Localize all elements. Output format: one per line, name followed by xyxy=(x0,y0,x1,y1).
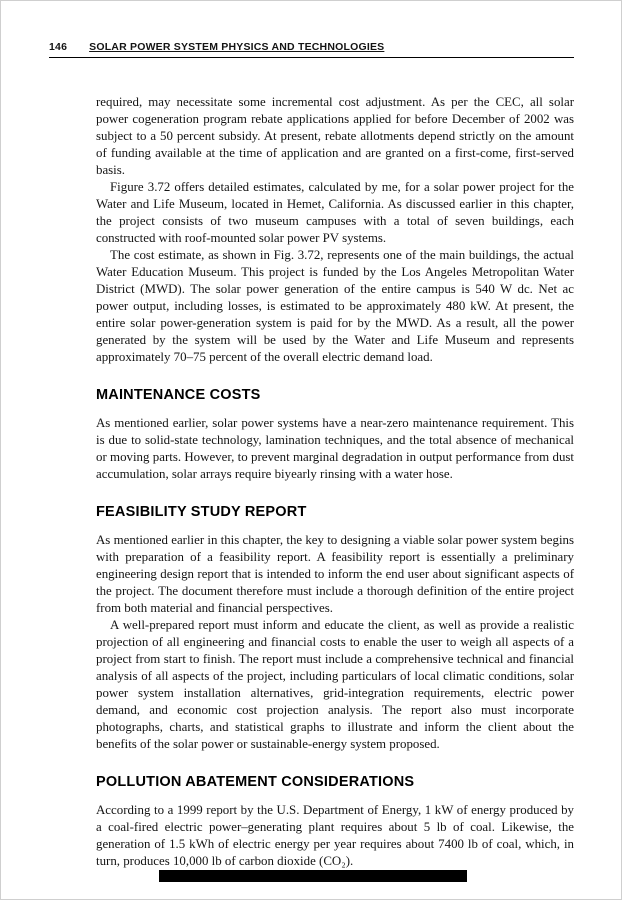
section-heading-maintenance-costs: MAINTENANCE COSTS xyxy=(96,387,261,403)
running-title: SOLAR POWER SYSTEM PHYSICS AND TECHNOLOGIES xyxy=(89,41,385,53)
paragraph-intro-2: Figure 3.72 offers detailed estimates, calculated by me, for a solar power project for the Water and Life Museum, located in Hemet, California. As discussed earlier in this chapter, the project consists of two museum campuses with a total of seven buildings, each constructed with roof-mounted solar power PV systems. xyxy=(96,180,574,245)
page-number: 146 xyxy=(49,41,68,53)
paragraph-feasibility-2: A well-prepared report must inform and educate the client, as well as provide a realistic projection of all engineering and financial costs to enable the user to weigh all aspects of a project from start to finish. The report must include a comprehensive technical and financial analysis of all aspects of the project, including particulars of local climatic conditions, solar power system installation alternatives, grid-integration requirements, electric power demand, and economic cost projection analysis. The report also must incorporate photographs, charts, and statistical graphs to illustrate and inform the client about the benefits of the solar power or sustainable-energy system proposed. xyxy=(96,618,574,751)
page-content xyxy=(96,94,574,870)
paragraph-feasibility-1: As mentioned earlier in this chapter, the key to designing a viable solar power system begins with preparation of a feasibility report. A feasibility report is essentially a preliminary engineering design report that is intended to inform the end user about significant aspects of the project. The document therefore must include a thorough definition of the entire project from both material and financial perspectives. xyxy=(96,533,574,615)
paragraph-maintenance-1: As mentioned earlier, solar power systems have a near-zero maintenance requirement. This is due to solid-state technology, lamination techniques, and the total absence of mechanical or moving parts. However, to prevent marginal degradation in output performance from dust accumulation, solar arrays require biyearly rinsing with a water hose. xyxy=(96,416,574,481)
paragraph-pollution-1: According to a 1999 report by the U.S. Department of Energy, 1 kW of energy produced by a coal-fired electric power–generating plant requires about 5 lb of coal. Likewise, the generation of 1.5 kWh of electric energy per year requires about 7400 lb of coal, which, in turn, produces 10,000 lb of carbon dioxide (CO₂). xyxy=(96,803,574,868)
paragraph-intro-1: required, may necessitate some incremental cost adjustment. As per the CEC, all solar power cogeneration program rebate applications applied for before December of 2002 was subject to a 50 percent subsidy. At present, rebate allotments depend strictly on the amount of funding available at the time of application and are granted on a first-come, first-served basis. xyxy=(96,95,574,177)
paragraph-intro-3: The cost estimate, as shown in Fig. 3.72, represents one of the main buildings, the actual Water Education Museum. This project is funded by the Los Angeles Metropolitan Water District (MWD). The solar power generation of the entire campus is 540 W dc. Net ac power output, including losses, is estimated to be approximately 480 kW. At present, the entire solar power-generation system is paid for by the MWD. As a result, all the power generated by the system will be used by the Water and Life Museum and represents approximately 70–75 percent of the overall electric demand load. xyxy=(96,248,574,364)
scan-artifact-bar xyxy=(159,870,467,882)
section-heading-feasibility-study-report: FEASIBILITY STUDY REPORT xyxy=(96,504,307,520)
section-heading-pollution-abatement: POLLUTION ABATEMENT CONSIDERATIONS xyxy=(96,774,415,790)
running-header xyxy=(49,41,574,58)
